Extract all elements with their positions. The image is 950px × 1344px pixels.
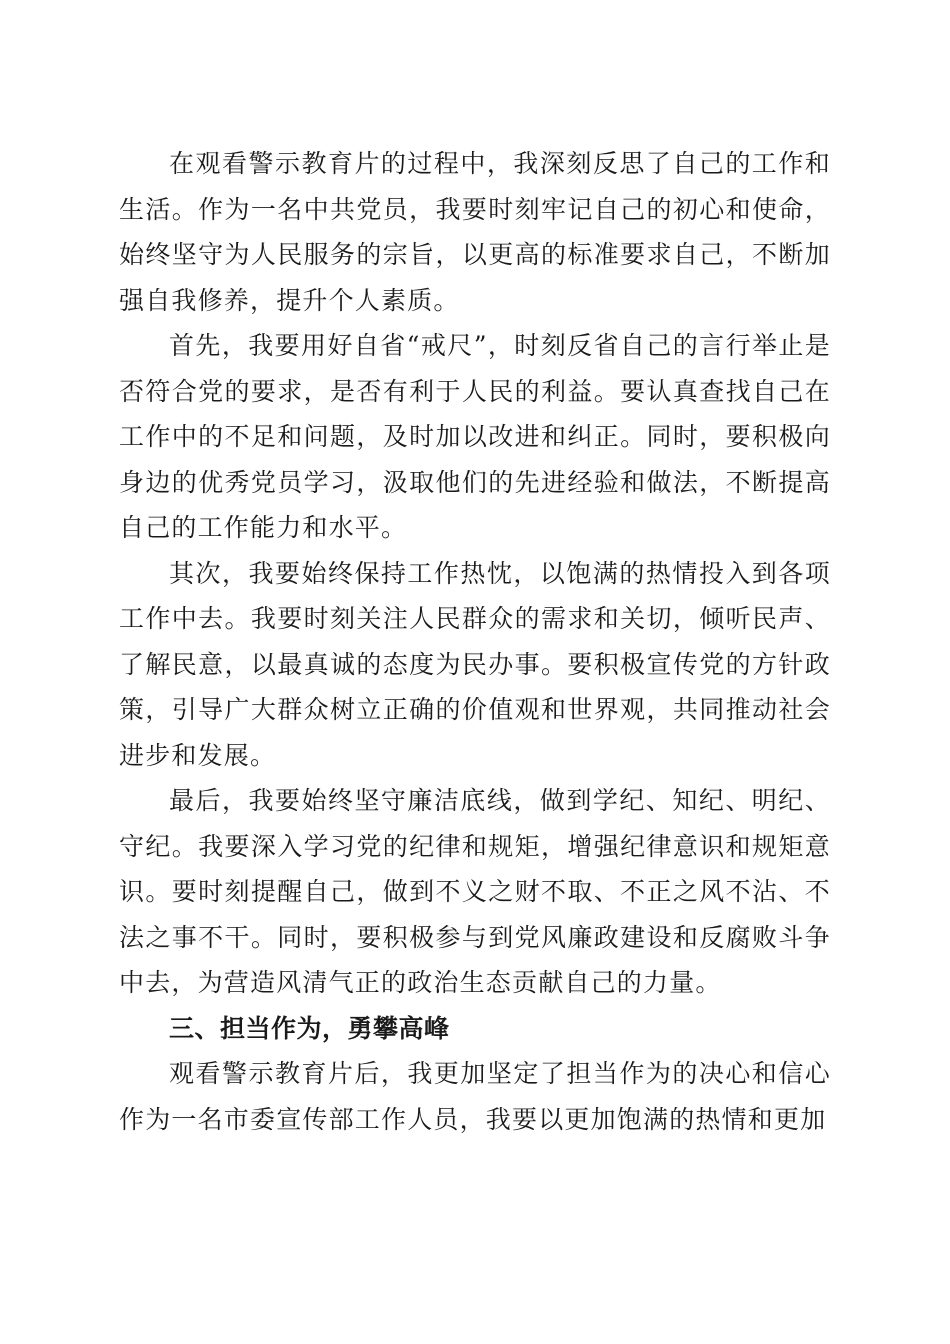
paragraph-first: 首先，我要用好自省“戒尺”，时刻反省自己的言行举止是否符合党的要求，是否有利于人民的利益。要认真查找自己在工作中的不足和问题，及时加以改进和纠正。同时，要积极向身边的优秀党员学习，汲取他们的先进经验和做法，不断提高自己的工作能力和水平。 <box>119 331 831 542</box>
paragraph-reflection: 在观看警示教育片的过程中，我深刻反思了自己的工作和生活。作为一名中共党员，我要时刻牢记自己的初心和使命，始终坚守为人民服务的宗旨，以更高的标准要求自己，不断加强自我修养，提升个人素质。 <box>119 149 831 315</box>
paragraph-second: 其次，我要始终保持工作热忱，以饱满的热情投入到各项工作中去。我要时刻关注人民群众的需求和关切，倾听民声、了解民意，以最真诚的态度为民办事。要积极宣传党的方针政策，引导广大群众树立正确的价值观和世界观，共同推动社会进步和发展。 <box>119 558 831 770</box>
paragraph-last: 最后，我要始终坚守廉洁底线，做到学纪、知纪、明纪、守纪。我要深入学习党的纪律和规矩，增强纪律意识和规矩意识。要时刻提醒自己，做到不义之财不取、不正之风不沾、不法之事不干。同时，要积极参与到党风廉政建设和反腐败斗争中去，为营造风清气正的政治生态贡献自己的力量。 <box>119 786 831 997</box>
section-heading: 三、担当作为，勇攀高峰 <box>169 1013 450 1043</box>
document-body <box>119 141 831 1142</box>
paragraph-closing: 观看警示教育片后，我更加坚定了担当作为的决心和信心作为一名市委宣传部工作人员，我要以更加饱满的热情和更加 <box>119 1059 831 1134</box>
